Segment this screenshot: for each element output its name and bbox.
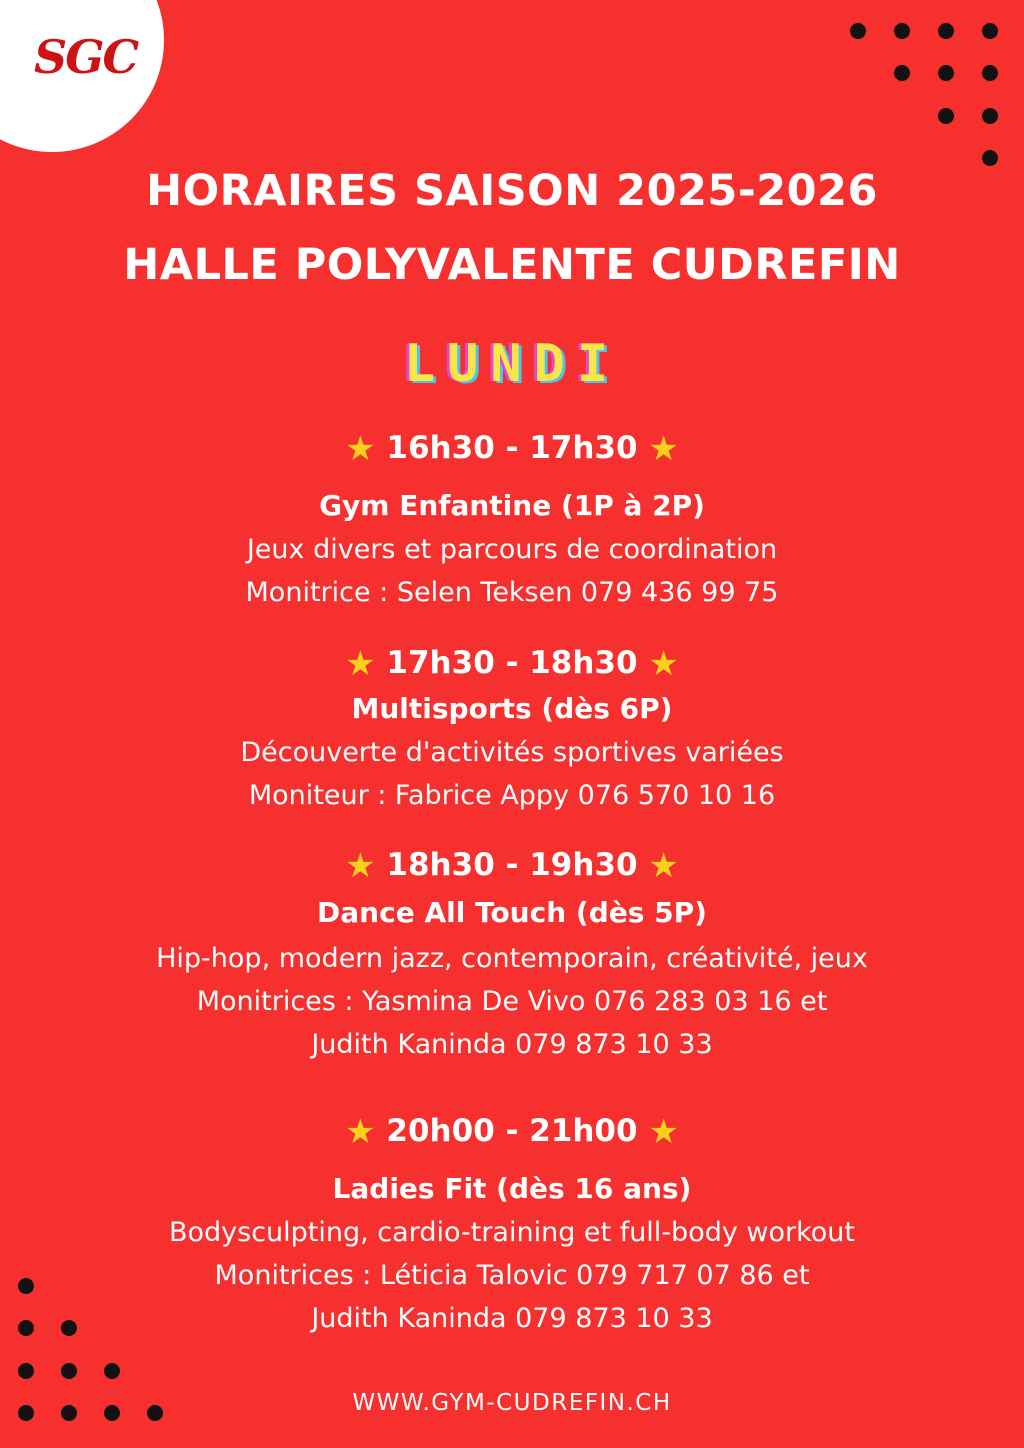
session-time-text: 18h30 - 19h30 [386,847,638,883]
session-instructor: Monitrices : Yasmina De Vivo 076 283 03 16 et [196,986,828,1017]
dot [894,23,910,39]
star-icon: ★ [648,429,679,469]
star-icon: ★ [345,644,376,684]
session-1 [0,426,1024,614]
session-instructor: Monitrice : Selen Teksen 079 436 99 75 [245,577,779,608]
session-time-text: 20h00 - 21h00 [386,1113,638,1149]
session-activity: Gym Enfantine (1P à 2P) [319,489,705,522]
dot [850,23,866,39]
session-description: Jeux divers et parcours de coordination [246,534,778,565]
session-description: Bodysculpting, cardio-training et full-body workout [168,1217,856,1248]
session-time [0,641,1024,685]
dot [982,65,998,81]
dot [938,23,954,39]
session-instructor: Monitrices : Léticia Talovic 079 717 07 86 et [214,1260,810,1291]
session-4 [0,1109,1024,1340]
star-icon: ★ [345,846,376,886]
session-activity: Dance All Touch (dès 5P) [317,896,707,929]
session-description: Hip-hop, modern jazz, contemporain, créativité, jeux [156,943,868,974]
session-time-text: 16h30 - 17h30 [386,430,638,466]
session-time [0,843,1024,887]
dot [894,65,910,81]
dot [938,108,954,124]
session-activity: Ladies Fit (dès 16 ans) [332,1172,692,1205]
session-3 [0,843,1024,1066]
club-logo [0,0,164,152]
dot [982,23,998,39]
session-time [0,426,1024,470]
session-time [0,1109,1024,1153]
dot [938,65,954,81]
session-2 [0,641,1024,817]
logo-text: SGC [34,30,138,84]
dot [982,150,998,166]
session-instructor-2: Judith Kaninda 079 873 10 33 [311,1303,713,1334]
star-icon: ★ [345,429,376,469]
star-icon: ★ [648,846,679,886]
star-icon: ★ [648,1112,679,1152]
star-icon: ★ [345,1112,376,1152]
website-link[interactable]: WWW.GYM-CUDREFIN.CH [352,1390,672,1416]
title-line-2: HALLE POLYVALENTE CUDREFIN [123,240,901,290]
session-instructor: Moniteur : Fabrice Appy 076 570 10 16 [248,780,776,811]
day-heading: LUNDI [403,334,621,394]
session-activity: Multisports (dès 6P) [351,692,673,725]
session-instructor-2: Judith Kaninda 079 873 10 33 [311,1029,713,1060]
dot [104,1363,120,1379]
session-time-text: 17h30 - 18h30 [386,645,638,681]
dot [61,1363,77,1379]
title-line-1: HORAIRES SAISON 2025-2026 [146,166,878,216]
dot [982,108,998,124]
star-icon: ★ [648,644,679,684]
session-description: Découverte d'activités sportives variées [240,737,784,768]
dot [18,1363,34,1379]
